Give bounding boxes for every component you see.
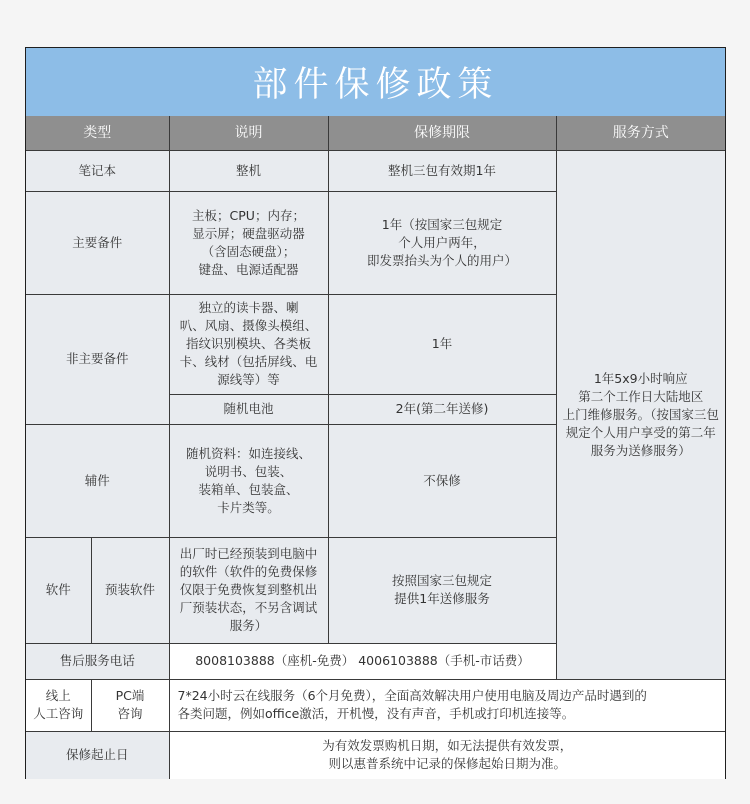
service-method: 1年5x9小时响应 第二个工作日大陆地区 上门维修服务。（按国家三包规定个人用户享受的第二年服务为送修服务） [556,150,725,679]
type-software: 软件 [26,537,91,643]
header-row [26,116,725,150]
period-software: 按照国家三包规定 提供1年送修服务 [328,537,556,643]
desc-minor-parts: 独立的读卡器、喇 叭、风扇、摄像头模组、 指纹识别模块、各类板 卡、线材（包括屏线、电 源线等）等 [169,294,328,394]
type-laptop: 笔记本 [26,150,169,191]
online-label: 线上 人工咨询 [26,679,91,731]
header-period: 保修期限 [328,116,556,150]
warranty-table [26,116,725,779]
type-main-parts: 主要备件 [26,191,169,294]
period-main-parts: 1年（按国家三包规定 个人用户两年， 即发票抬头为个人的用户） [328,191,556,294]
subtype-preinstalled-software: 预装软件 [91,537,169,643]
online-service-description: 7*24小时云在线服务（6个月免费），全面高效解决用户使用电脑及周边产品时遇到的 各类问题，例如office激活，开机慢，没有声音，手机或打印机连接等。 [169,679,725,731]
hotline-numbers: 8008103888（座机-免费） 4006103888（手机-市话费） [169,643,556,679]
header-description: 说明 [169,116,328,150]
type-accessories: 辅件 [26,424,169,537]
period-accessories: 不保修 [328,424,556,537]
desc-software: 出厂时已经预装到电脑中 的软件（软件的免费保修 仅限于免费恢复到整机出 厂预装状态，不另含调试 服务） [169,537,328,643]
type-minor-parts: 非主要备件 [26,294,169,424]
header-type: 类型 [26,116,169,150]
desc-battery: 随机电池 [169,394,328,424]
table-row [26,679,725,731]
period-battery: 2年(第二年送修) [328,394,556,424]
warranty-start-label: 保修起止日 [26,731,169,779]
warranty-start-value: 为有效发票购机日期，如无法提供有效发票， 则以惠普系统中记录的保修起始日期为准。 [169,731,725,779]
desc-main-parts: 主板；CPU；内存； 显示屏；硬盘驱动器 （含固态硬盘）； 键盘、电源适配器 [169,191,328,294]
header-service: 服务方式 [556,116,725,150]
online-sublabel: PC端 咨询 [91,679,169,731]
table-row [26,150,725,191]
hotline-label: 售后服务电话 [26,643,169,679]
page-title: 部件保修政策 [26,48,725,117]
warranty-policy-sheet [25,47,726,779]
table-row [26,731,725,779]
desc-laptop: 整机 [169,150,328,191]
period-laptop: 整机三包有效期1年 [328,150,556,191]
desc-accessories: 随机资料：如连接线、 说明书、包装、 装箱单、包装盒、 卡片类等。 [169,424,328,537]
period-minor-parts: 1年 [328,294,556,394]
